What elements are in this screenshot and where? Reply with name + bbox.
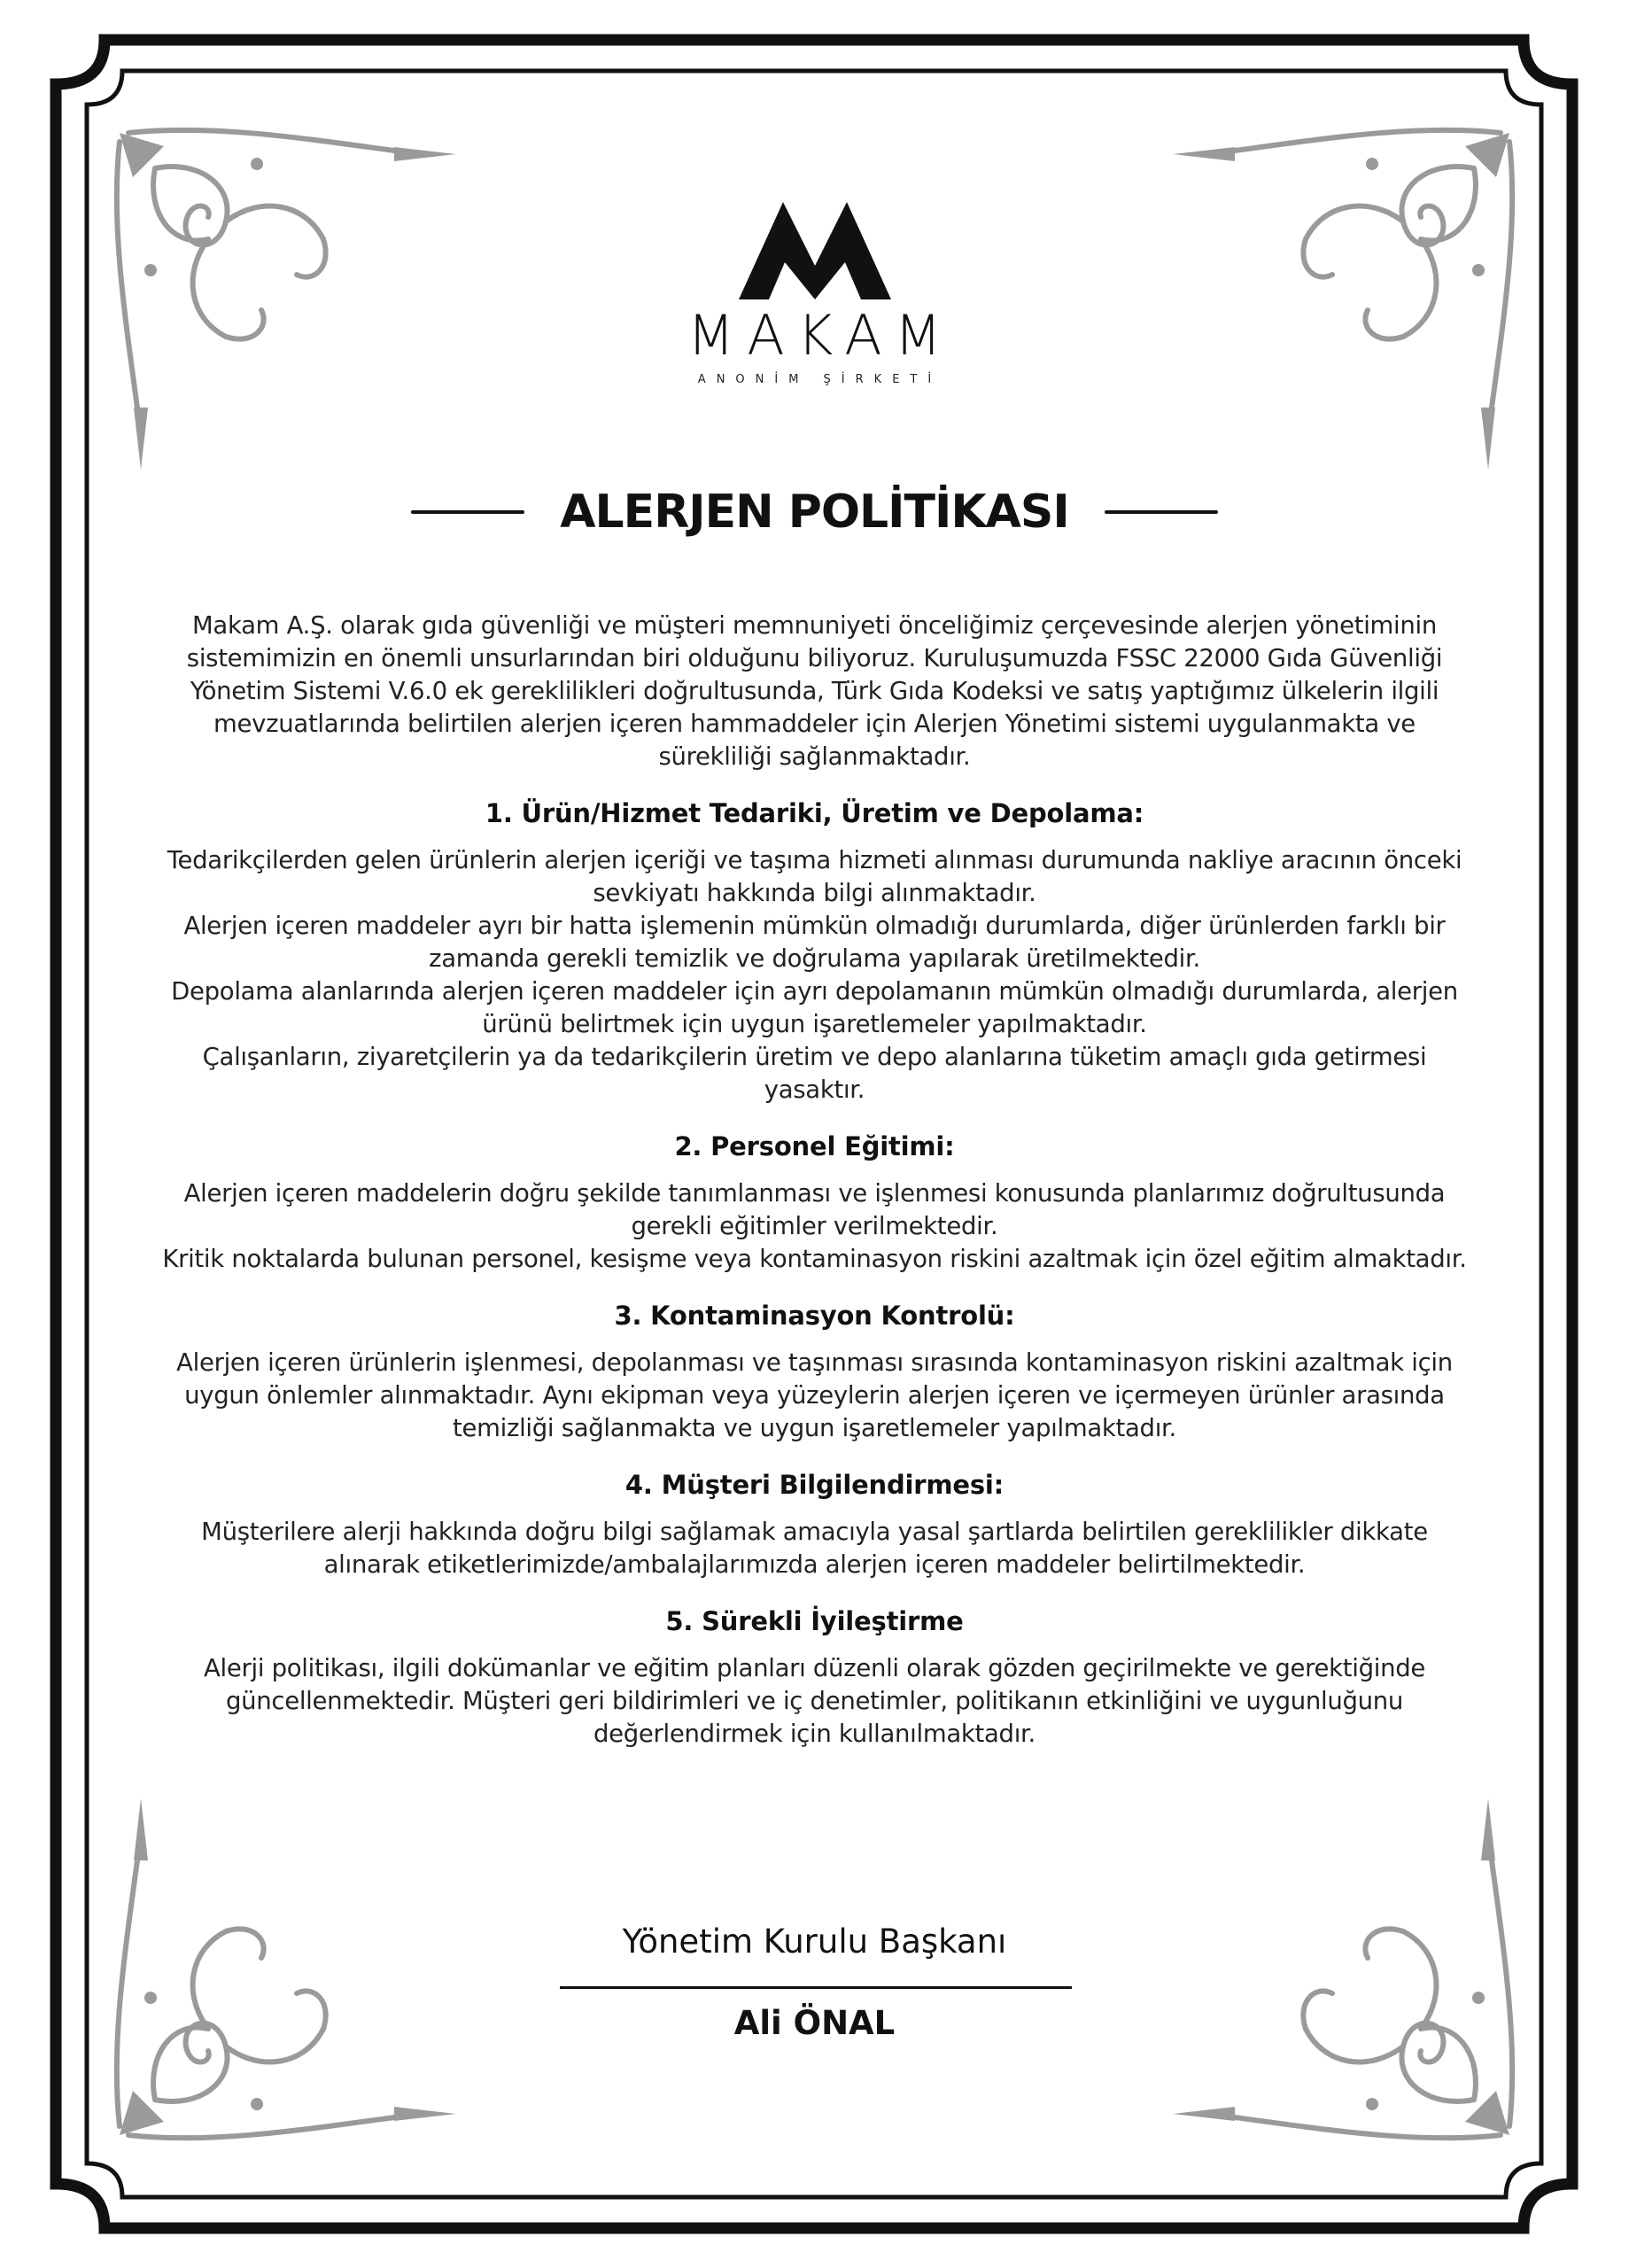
section-paragraph: Çalışanların, ziyaretçilerin ya da tedarikçilerin üretim ve depo alanlarına tüketim amaçlı gıda getirmesi yasaktır.: [202, 1043, 1427, 1104]
corner-ornament-bottom-left: [102, 1781, 474, 2153]
title-row: [0, 485, 1629, 539]
intro-paragraph: Makam A.Ş. olarak gıda güvenliği ve müşteri memnuniyeti önceliğimiz çerçevesinde alerjen yönetiminin sistemimizin en önemli unsurlarından biri olduğunu biliyoruz. Kuruluşumuzda FSSC 22000 Gıda Güvenliği Yönetim Sistemi V.6.0 ek gereklilikleri doğrultusunda, Türk Gıda Kodeksi ve satış yaptığımız ülkelerin ilgili mevzuatlarında belirtilen alerjen içeren hammaddeler için Alerjen Yönetimi sistemi uygulanmakta ve sürekliliği sağlanmaktadır.: [186, 611, 1443, 771]
section-paragraph: Alerjen içeren maddelerin doğru şekilde tanımlanması ve işlenmesi konusunda planlarımız doğrultusunda gerekli eğitimler verilmektedir.: [183, 1179, 1446, 1240]
section-2: [155, 1131, 1474, 1276]
section-paragraph: Alerji politikası, ilgili dokümanlar ve eğitim planları düzenli olarak gözden geçirilmekte ve gerektiğinde güncellenmektedir. Müşteri geri bildirimleri ve iç denetimler, politikanın etkinliğini ve uygunluğunu değerlendirmek için kullanılmaktadır.: [204, 1654, 1425, 1748]
signatory-name: Ali ÖNAL: [733, 2004, 896, 2042]
section-heading: 2. Personel Eğitimi:: [674, 1131, 955, 1161]
corner-ornament-bottom-right: [1155, 1781, 1527, 2153]
signature-line: [560, 1986, 1072, 1989]
page-title: ALERJEN POLİTİKASI: [560, 485, 1069, 539]
signatory-role: Yönetim Kurulu Başkanı: [622, 1922, 1007, 1961]
section-paragraph: Tedarikçilerden gelen ürünlerin alerjen içeriği ve taşıma hizmeti alınması durumunda nakliye aracının önceki sevkiyatı hakkında bilgi alınmaktadır.: [167, 846, 1462, 907]
company-logo: [0, 202, 1629, 386]
section-heading: 4. Müşteri Bilgilendirmesi:: [624, 1470, 1005, 1500]
section-1: [155, 798, 1474, 1107]
makam-m-logo-icon: [739, 202, 891, 299]
section-heading: 1. Ürün/Hizmet Tedariki, Üretim ve Depolama:: [485, 798, 1144, 828]
logo-subtitle: ANONİM ŞİRKETİ: [697, 373, 942, 386]
section-3: [155, 1301, 1474, 1445]
section-paragraph: Alerjen içeren maddeler ayrı bir hatta işlemenin mümkün olmadığı durumlarda, diğer ürünlerden farklı bir zamanda gerekli temizlik ve doğrulama yapılarak üretilmektedir.: [183, 912, 1446, 973]
section-5: [155, 1606, 1474, 1751]
section-paragraph: Kritik noktalarda bulunan personel, kesişme veya kontaminasyon riskini azaltmak için özel eğitim almaktadır.: [162, 1245, 1467, 1273]
section-paragraph: Alerjen içeren ürünlerin işlenmesi, depolanması ve taşınması sırasında kontaminasyon riskini azaltmak için uygun önlemler alınmaktadır. Aynı ekipman veya yüzeylerin alerjen içeren ve içermeyen ürünler arasında temizliği sağlanmakta ve uygun işaretlemeler yapılmaktadır.: [176, 1348, 1453, 1442]
section-heading: 5. Sürekli İyileştirme: [665, 1606, 964, 1636]
section-paragraph: Depolama alanlarında alerjen içeren maddeler için ayrı depolamanın mümkün olmadığı durumlarda, alerjen ürünü belirtmek için uygun işaretlemeler yapılmaktadır.: [171, 977, 1458, 1038]
section-paragraph: Müşterilere alerji hakkında doğru bilgi sağlamak amacıyla yasal şartlarda belirtilen gereklilikler dikkate alınarak etiketlerimizde/ambalajlarımızda alerjen içeren maddeler belirtilmektedir.: [201, 1518, 1428, 1579]
section-heading: 3. Kontaminasyon Kontrolü:: [614, 1301, 1015, 1331]
section-4: [155, 1470, 1474, 1581]
policy-body: [155, 610, 1474, 1751]
title-left-rule: [411, 510, 524, 514]
title-right-rule: [1105, 510, 1218, 514]
logo-wordmark: MAKAM: [687, 303, 955, 368]
